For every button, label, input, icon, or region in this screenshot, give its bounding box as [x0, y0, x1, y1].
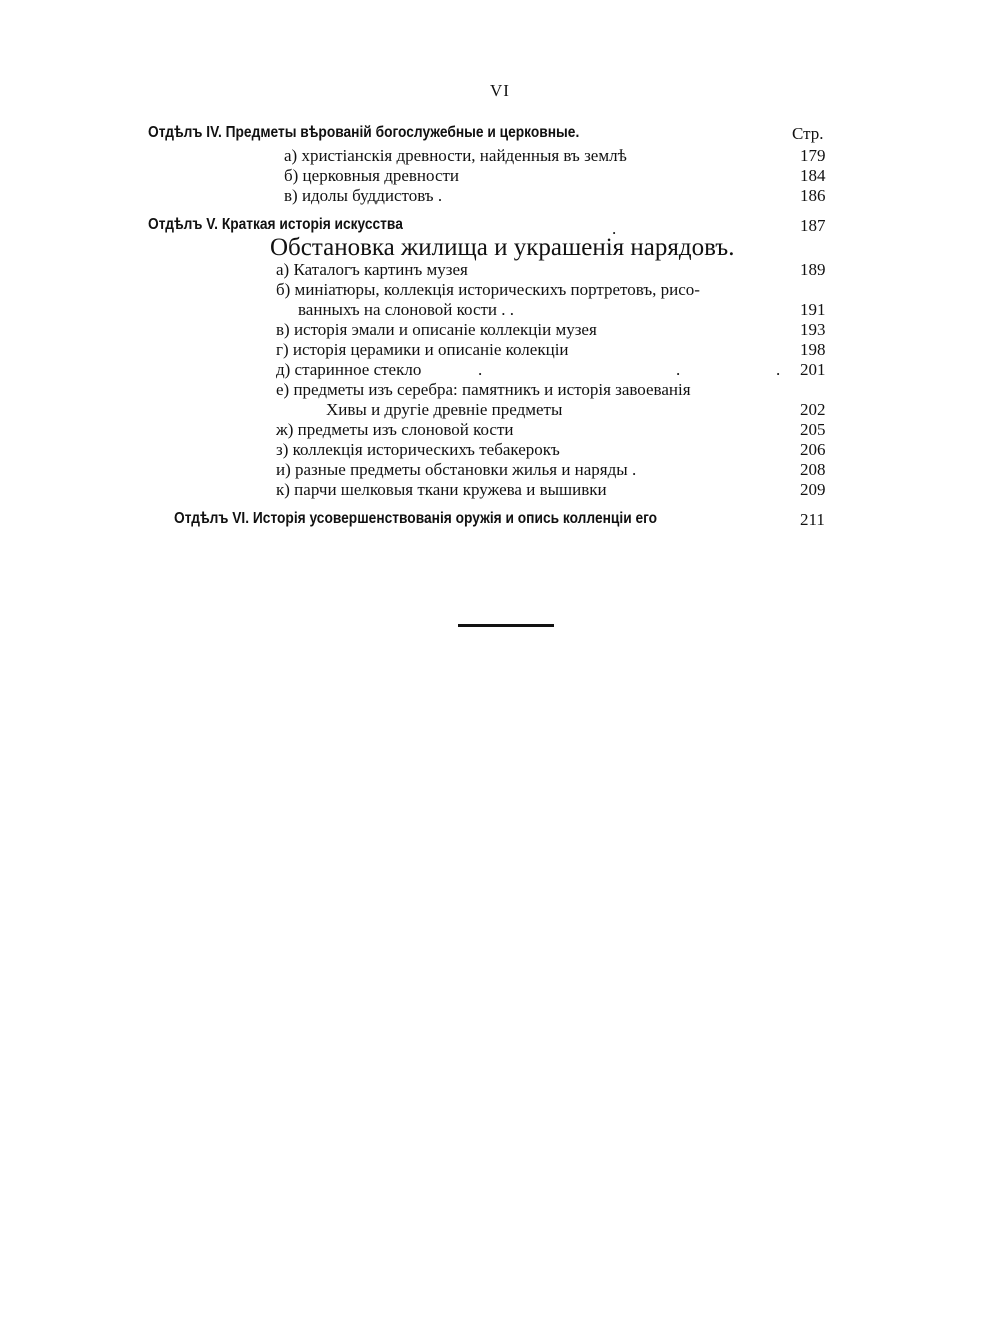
section-page-vi: 211 — [800, 510, 825, 529]
section-heading-v: Отдѣлъ V. Краткая исторія искусства — [148, 216, 403, 233]
section-page-v: 187 — [800, 216, 826, 235]
toc-entry-page: 205 — [800, 420, 826, 439]
toc-entry-page: 209 — [800, 480, 826, 499]
leader-dot: . — [676, 360, 681, 379]
toc-entry: е) предметы изъ серебра: памятникъ и исторія завоеванія — [276, 380, 691, 399]
toc-entry: и) разные предметы обстановки жилья и наряды . — [276, 460, 637, 479]
leader-dot: . — [612, 219, 617, 238]
closing-rule — [458, 624, 554, 627]
page-number: VI — [490, 81, 510, 100]
toc-entry-page: 198 — [800, 340, 826, 359]
toc-entry: з) коллекція историческихъ тебакерокъ — [276, 440, 560, 459]
toc-entry: в) исторія эмали и описаніе коллекціи музея — [276, 320, 597, 339]
toc-entry-continued: Хивы и другіе древніе предметы — [326, 400, 563, 419]
toc-entry-page: 186 — [800, 186, 826, 205]
toc-entry-page: 208 — [800, 460, 826, 479]
toc-entry-continued: ванныхъ на слоновой кости . . — [298, 300, 515, 319]
section-heading-vi: Отдѣлъ VI. Исторія усовершенствованія оружія и опись колленціи его — [174, 510, 658, 527]
toc-entry-page: 202 — [800, 400, 826, 419]
toc-entry: г) исторія церамики и описаніе колекціи — [276, 340, 569, 359]
leader-dot: . — [776, 360, 781, 379]
toc-entry: д) старинное стекло — [276, 360, 422, 379]
section-subtitle: Обстановка жилища и украшенія нарядовъ. — [270, 234, 735, 261]
toc-entry-page: 184 — [800, 166, 826, 185]
toc-entry: к) парчи шелковыя ткани кружева и вышивки — [276, 480, 607, 499]
page-column-header: Стр. — [792, 124, 824, 143]
toc-entry-page: 191 — [800, 300, 826, 319]
toc-entry: б) миніатюры, коллекція историческихъ портретовъ, рисо- — [276, 280, 700, 299]
toc-entry-page: 189 — [800, 260, 826, 279]
toc-entry: ж) предметы изъ слоновой кости — [276, 420, 514, 439]
section-heading-iv: Отдѣлъ IV. Предметы вѣрованій богослужебные и церковные. — [148, 124, 580, 141]
toc-entry-page: 179 — [800, 146, 826, 165]
toc-entry: а) христіанскія древности, найденныя въ землѣ — [284, 146, 627, 165]
toc-entry: б) церковныя древности — [284, 166, 460, 185]
leader-dot: . — [478, 360, 483, 379]
toc-entry-page: 201 — [800, 360, 826, 379]
toc-entry: в) идолы буддистовъ . — [284, 186, 443, 205]
toc-entry-page: 193 — [800, 320, 826, 339]
toc-entry: а) Каталогъ картинъ музея — [276, 260, 468, 279]
toc-entry-page: 206 — [800, 440, 826, 459]
